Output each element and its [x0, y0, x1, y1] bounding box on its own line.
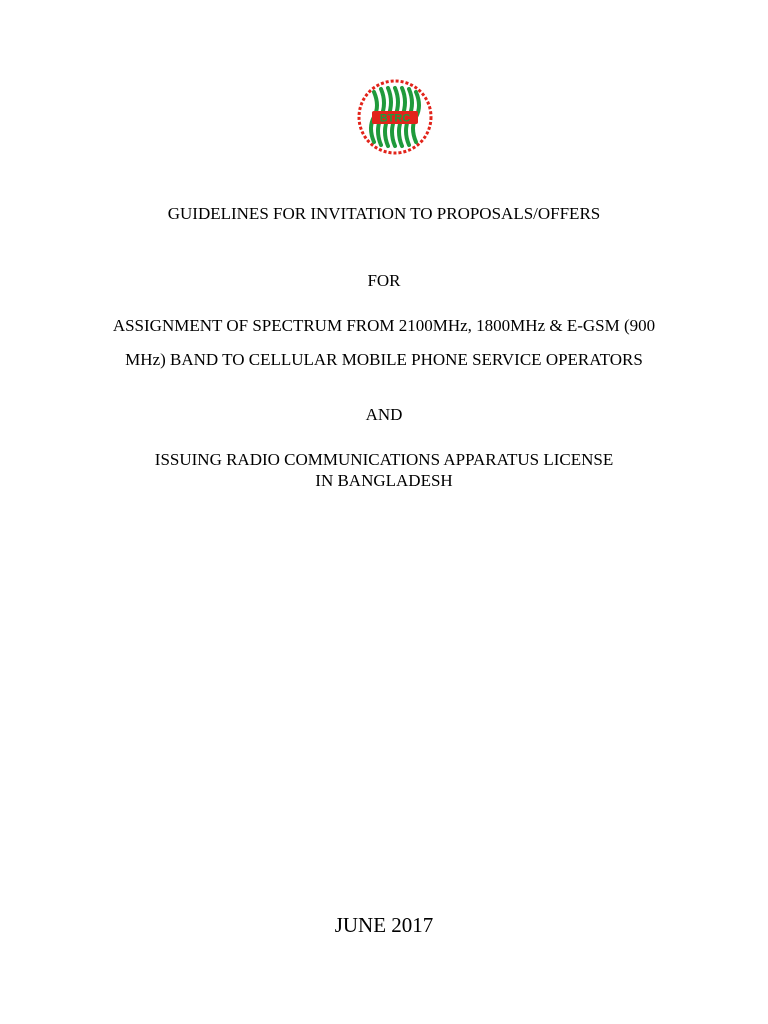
for-heading: FOR	[367, 271, 401, 290]
document-date: JUNE 2017	[334, 913, 434, 937]
btrc-logo	[354, 76, 436, 158]
assignment-line-2: MHz) BAND TO CELLULAR MOBILE PHONE SERVICE OPERATORS	[125, 350, 643, 369]
issuing-line-1: ISSUING RADIO COMMUNICATIONS APPARATUS LICENSE	[154, 450, 614, 469]
assignment-line-1: ASSIGNMENT OF SPECTRUM FROM 2100MHz, 1800MHz & E-GSM (900	[112, 316, 656, 335]
btrc-emblem-icon	[354, 76, 436, 158]
and-heading: AND	[365, 405, 403, 424]
document-title: GUIDELINES FOR INVITATION TO PROPOSALS/OFFERS	[167, 204, 601, 223]
logo-text: BTRC	[379, 112, 411, 125]
issuing-line-2: IN BANGLADESH	[315, 471, 453, 490]
